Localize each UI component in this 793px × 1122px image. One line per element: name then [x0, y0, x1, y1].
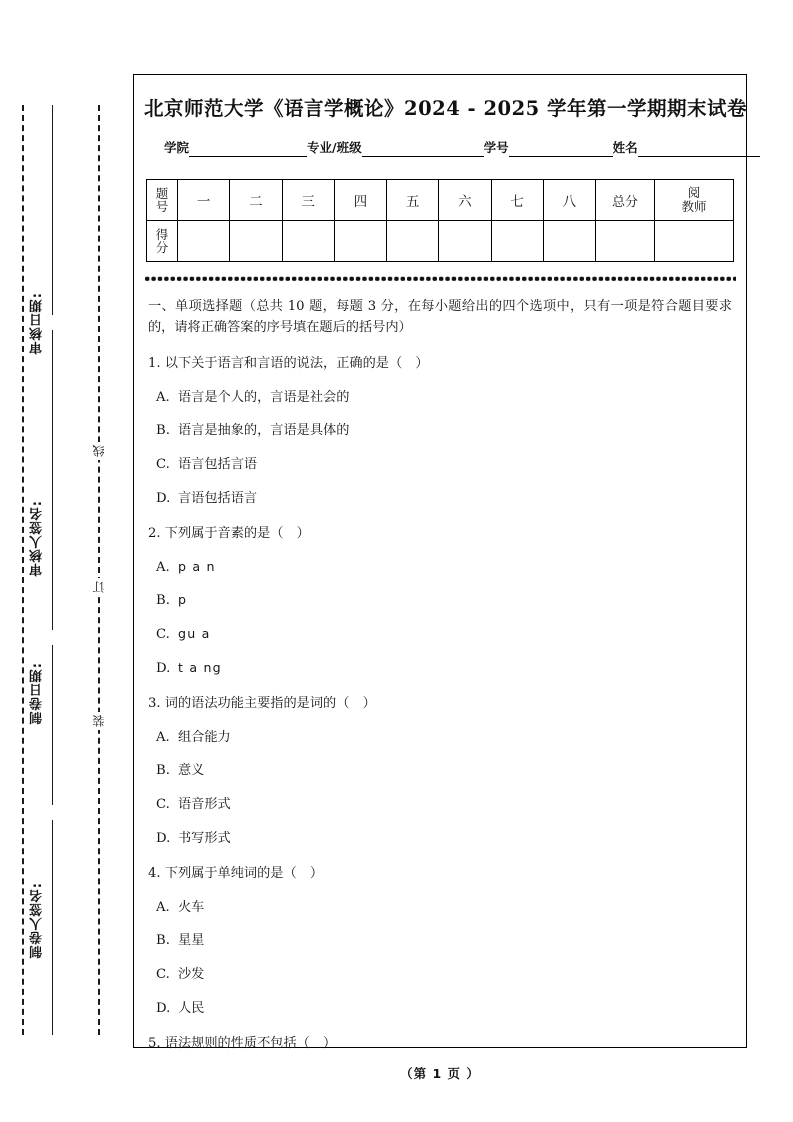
question-text-5: 语法规则的性质不包括（ ）: [164, 1035, 337, 1051]
binding-char-pack: 装: [90, 712, 108, 730]
question-block: [148, 1034, 732, 1054]
option-letter: D.: [156, 1000, 171, 1016]
option-row[interactable]: [156, 829, 732, 849]
option-text: 语言是个人的，言语是社会的: [178, 389, 350, 405]
score-cell[interactable]: [230, 221, 282, 262]
option-text: p: [178, 592, 188, 608]
option-row[interactable]: [156, 659, 732, 679]
name-label: 姓名: [612, 140, 638, 155]
option-letter: D.: [156, 490, 171, 506]
option-row[interactable]: [156, 591, 732, 611]
option-text: 火车: [178, 899, 205, 915]
paper-body: [148, 296, 732, 1053]
major-label: 专业/班级: [307, 140, 362, 155]
option-row[interactable]: [156, 999, 732, 1019]
score-table: [146, 179, 734, 262]
row-header-score-char1: 得: [155, 226, 169, 242]
option-text: t a ng: [178, 659, 222, 675]
question-number-2: 2.: [148, 525, 161, 541]
margin-solid-rule-2: [52, 330, 53, 630]
total-score-cell[interactable]: [596, 221, 655, 262]
option-letter: A.: [156, 559, 170, 575]
option-letter: C.: [156, 797, 170, 813]
option-text: gu a: [178, 626, 211, 642]
reviewer-signature-label: 审核人签名:: [30, 500, 45, 577]
grading-teacher-label-line2: 教师: [681, 199, 707, 214]
option-row[interactable]: [156, 898, 732, 918]
exam-sheet: [133, 74, 748, 1051]
option-row[interactable]: [156, 761, 732, 781]
option-text: p a n: [178, 558, 216, 574]
option-row[interactable]: [156, 455, 732, 475]
option-text: 组合能力: [178, 729, 231, 745]
option-letter: C.: [156, 967, 170, 983]
grading-teacher-cell[interactable]: [655, 221, 734, 262]
question-number-5: 5.: [148, 1035, 161, 1051]
option-row[interactable]: [156, 388, 732, 408]
question-block: [148, 354, 732, 509]
question-block: [148, 694, 732, 849]
score-cell[interactable]: [178, 221, 230, 262]
dotted-separator: [144, 276, 736, 282]
score-cell[interactable]: [491, 221, 543, 262]
question-number-cell: 一: [178, 180, 230, 221]
option-text: 言语包括语言: [178, 490, 258, 506]
option-letter: B.: [156, 423, 170, 439]
score-cell[interactable]: [334, 221, 386, 262]
major-field[interactable]: [307, 138, 484, 157]
question-stem-4: [148, 864, 732, 884]
option-letter: A.: [156, 389, 170, 405]
option-row[interactable]: [156, 965, 732, 985]
option-text: 沙发: [178, 967, 205, 983]
section-one-intro: 一、单项选择题（总共 10 题，每题 3 分，在每小题给出的四个选项中，只有一项是符合题目要求的，请将正确答案的序号填在题后的括号内）: [148, 299, 732, 336]
option-text: 星星: [178, 933, 205, 949]
option-letter: D.: [156, 660, 171, 676]
option-row[interactable]: [156, 728, 732, 748]
option-letter: C.: [156, 627, 170, 643]
margin-solid-rule-1: [52, 105, 53, 315]
grading-teacher-label-line1: 阅: [687, 184, 701, 200]
question-number-cell: 八: [543, 180, 595, 221]
option-text: 书写形式: [178, 830, 231, 846]
option-letter: B.: [156, 933, 170, 949]
question-number-cell: 七: [491, 180, 543, 221]
option-text: 人民: [178, 1000, 205, 1016]
student-number-input-blank[interactable]: [509, 141, 613, 157]
option-row[interactable]: [156, 489, 732, 509]
option-row[interactable]: [156, 421, 732, 441]
margin-dashed-rule-inner: [98, 105, 100, 1035]
student-number-label: 学号: [483, 140, 509, 155]
score-cell[interactable]: [387, 221, 439, 262]
student-number-field[interactable]: [484, 138, 613, 157]
option-row[interactable]: [156, 625, 732, 645]
option-text: 语言包括言语: [178, 457, 258, 473]
margin-dashed-rule-outer: [22, 105, 24, 1035]
option-row[interactable]: [156, 795, 732, 815]
score-table-wrap: [146, 179, 734, 262]
grading-teacher-label: [655, 180, 734, 221]
question-text-2: 下列属于音素的是（ ）: [164, 525, 310, 541]
page-footer: （第 1 页 ）: [400, 1066, 480, 1081]
table-row-scores: [147, 221, 734, 262]
binding-margin: [0, 0, 125, 1122]
row-header-question-char2: 号: [155, 199, 169, 214]
option-letter: B.: [156, 593, 170, 609]
question-number-cell: 六: [439, 180, 491, 221]
question-block: [148, 864, 732, 1019]
binding-char-bind: 订: [90, 578, 108, 596]
option-text: 语言是抽象的，言语是具体的: [178, 423, 350, 439]
question-stem-1: [148, 354, 732, 374]
option-row[interactable]: [156, 931, 732, 951]
binding-char-line: 线: [90, 442, 108, 460]
name-field[interactable]: [613, 138, 760, 157]
major-input-blank[interactable]: [362, 141, 484, 157]
option-letter: A.: [156, 729, 170, 745]
option-letter: C.: [156, 457, 170, 473]
question-stem-2: [148, 524, 732, 544]
question-text-4: 下列属于单纯词的是（ ）: [164, 865, 324, 881]
option-text: 语音形式: [178, 797, 231, 813]
margin-solid-rule-4: [52, 820, 53, 1035]
maker-signature-label: 制卷人签名:: [30, 882, 45, 959]
question-block: [148, 524, 732, 679]
question-stem-5: [148, 1034, 732, 1054]
question-text-1: 以下关于语言和言语的说法，正确的是（ ）: [164, 355, 429, 371]
question-number-cell: 四: [334, 180, 386, 221]
option-row[interactable]: [156, 558, 732, 578]
row-header-score-char2: 分: [155, 240, 169, 255]
question-stem-3: [148, 694, 732, 714]
college-input-blank[interactable]: [189, 141, 307, 157]
question-text-3: 词的语法功能主要指的是词的（ ）: [164, 695, 376, 711]
margin-solid-rule-3: [52, 645, 53, 805]
total-score-label: 总分: [596, 180, 655, 221]
question-number-cell: 五: [387, 180, 439, 221]
table-row-question-numbers: [147, 180, 734, 221]
college-label: 学院: [164, 140, 190, 155]
college-field[interactable]: [164, 138, 307, 157]
student-identity-line: [164, 138, 724, 157]
option-letter: D.: [156, 830, 171, 846]
row-header-question-char1: 题: [155, 185, 169, 201]
question-number-1: 1.: [148, 355, 161, 371]
maker-date-label: 制卷日期:: [30, 662, 45, 725]
question-number-cell: 三: [282, 180, 334, 221]
question-number-cell: 二: [230, 180, 282, 221]
review-date-label: 审核日期:: [30, 292, 45, 355]
option-letter: B.: [156, 763, 170, 779]
question-number-4: 4.: [148, 865, 161, 881]
row-header-question-number: [147, 180, 178, 221]
option-letter: A.: [156, 899, 170, 915]
name-input-blank[interactable]: [638, 141, 760, 157]
score-cell[interactable]: [282, 221, 334, 262]
score-cell[interactable]: [543, 221, 595, 262]
question-number-3: 3.: [148, 695, 161, 711]
option-text: 意义: [178, 763, 205, 779]
score-cell[interactable]: [439, 221, 491, 262]
page-title: 北京师范大学《语言学概论》2024 - 2025 学年第一学期期末试卷: [144, 97, 748, 120]
row-header-score: [147, 221, 178, 262]
